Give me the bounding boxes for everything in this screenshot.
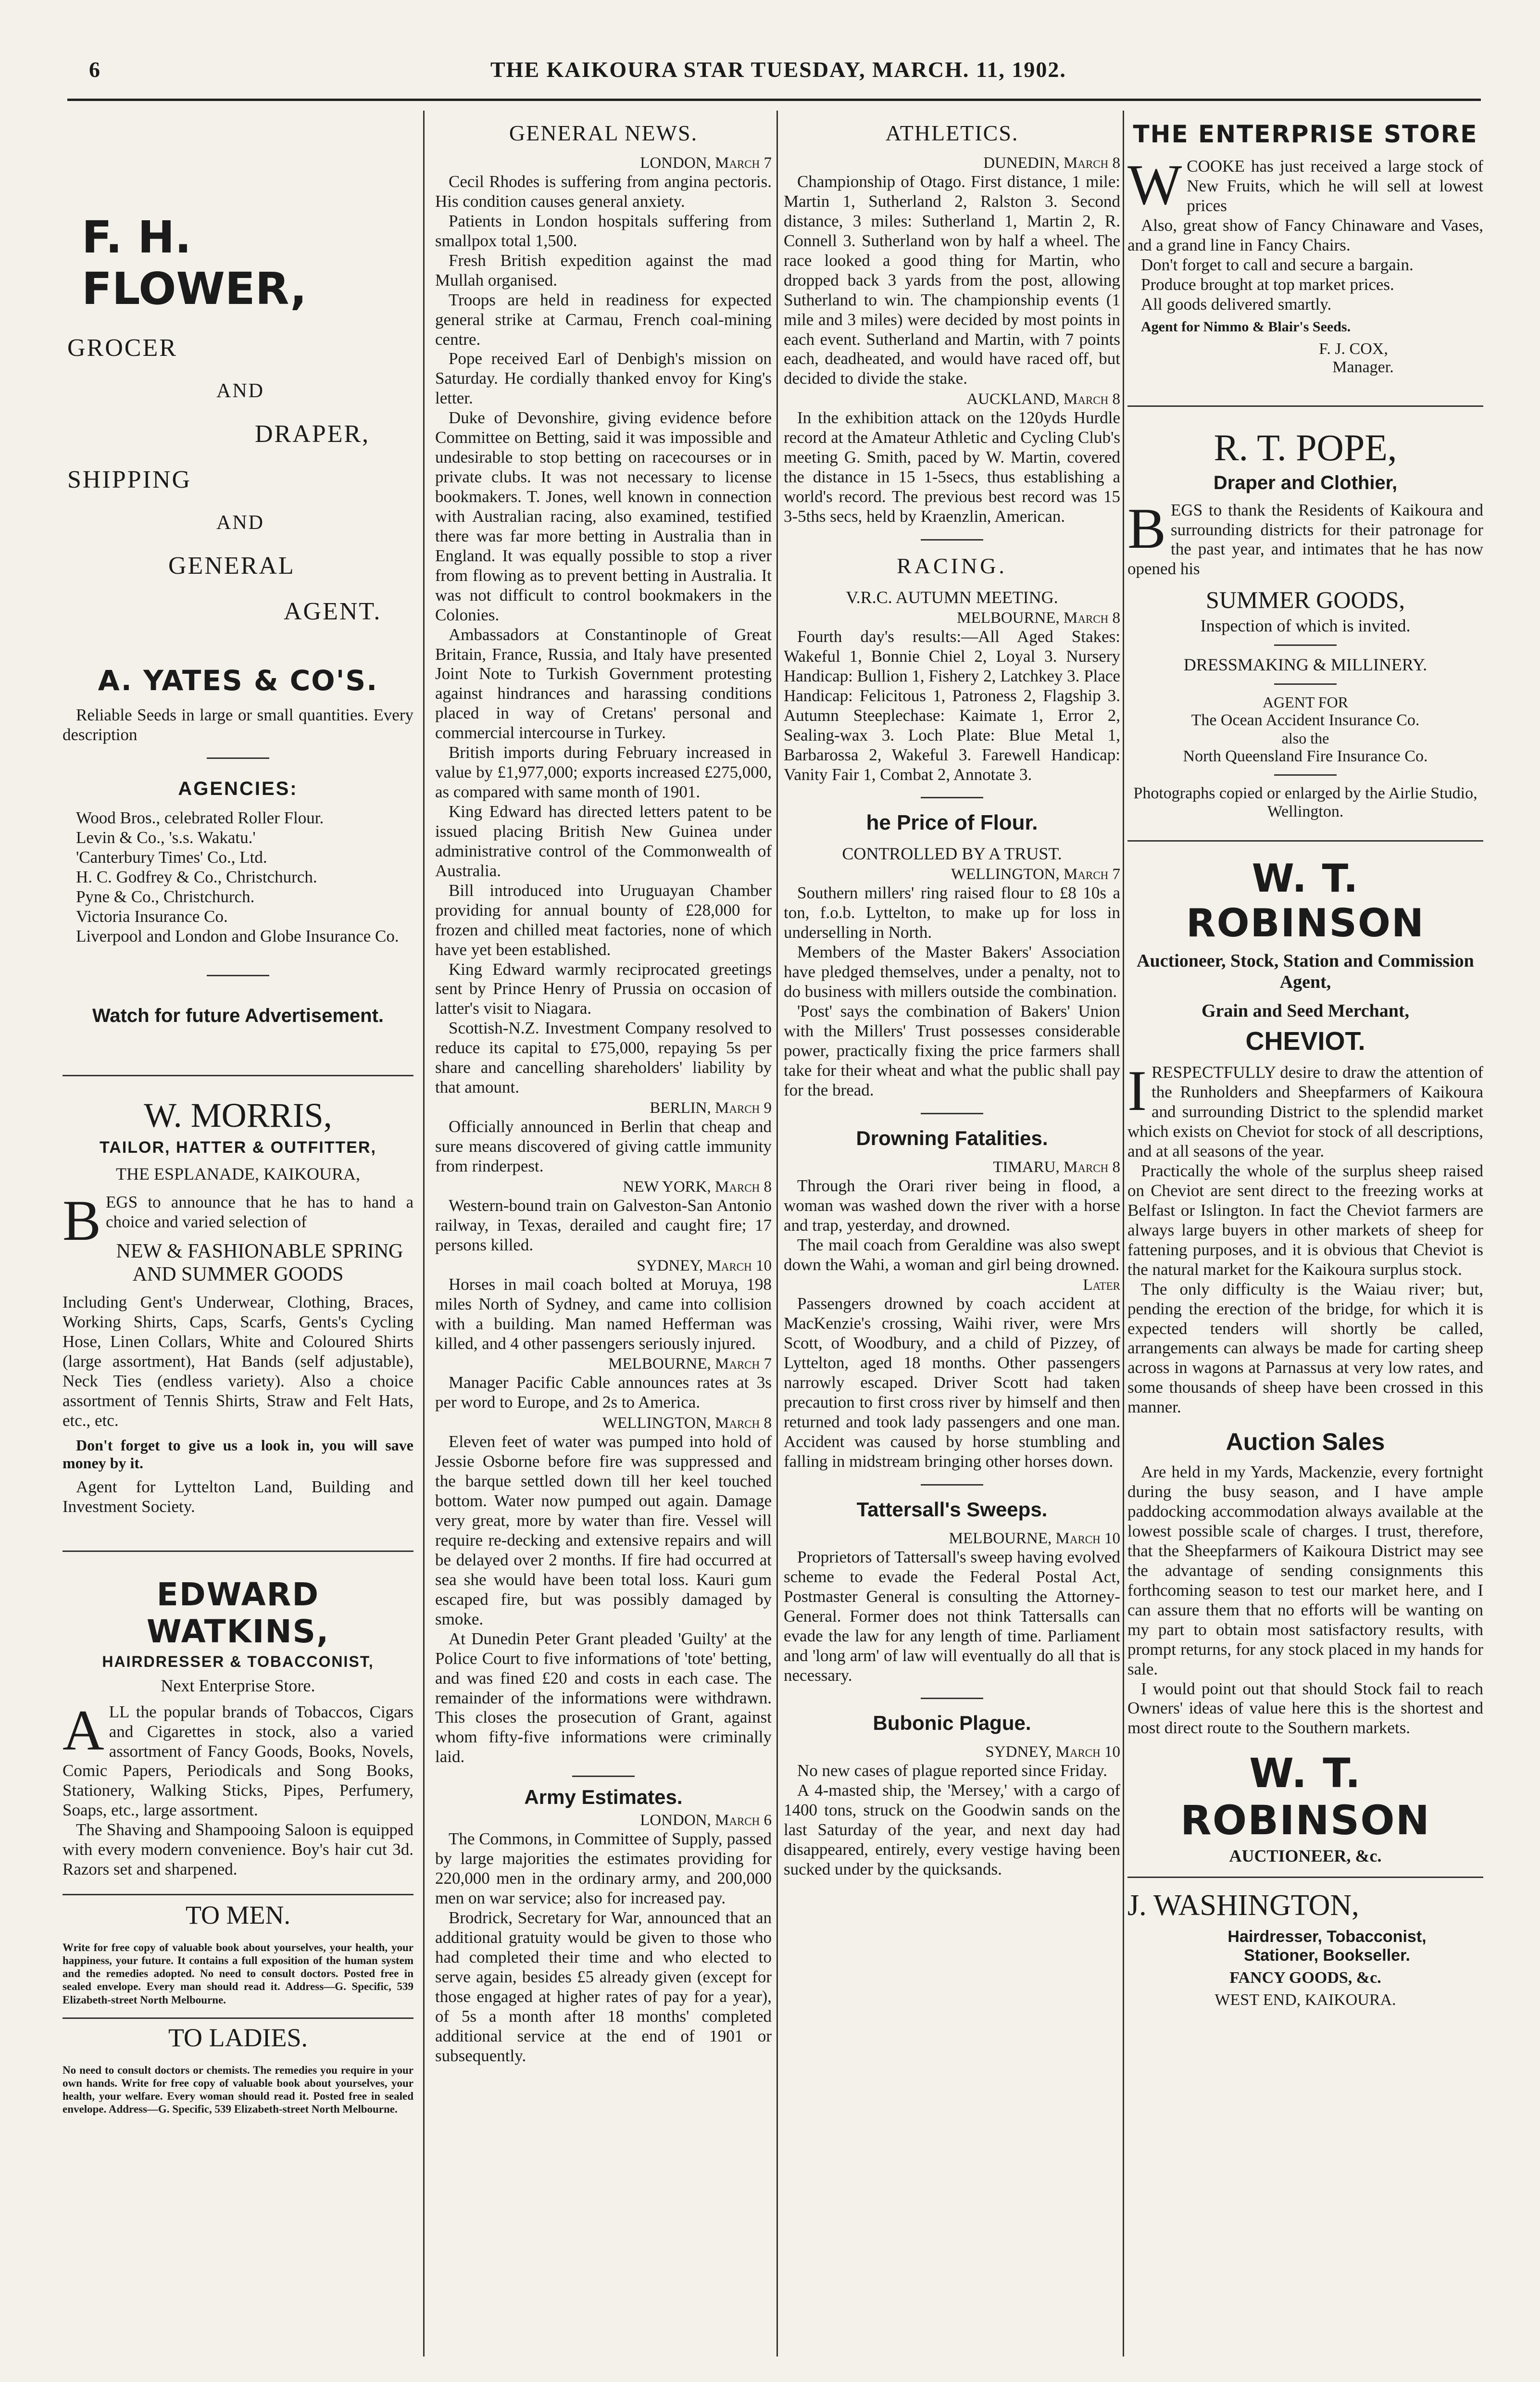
news-item: Eleven feet of water was pumped into hold of Jessie Osborne before fire was suppressed and the barque settled down till her keel touched bottom. Water now pumped out again. Damage very great, more by water than fire. Vessel will require re-decking and extensive repairs and will be delayed over 2 months. If fire had occurred at sea she would have been total loss. Kauri gum escaped fire, but was possibly damaged by smoke. <box>435 1432 772 1628</box>
robinson-text: Are held in my Yards, Mackenzie, every fortnight during the busy season, and I have ample paddocking accommodation always available at the lowest possible scale of charges. I trust, therefore, that the Sheepfarmers of Kaikoura District may see the advantage of sending consignments this forthcoming season to test our market here, and I can assure them that no efforts will be wanting on my part to obtain most satisfactory results, with prompt returns, for any stock placed in my hands for sale. <box>1127 1462 1483 1678</box>
morris-intro: BEGS to announce that he has to hand a choice and varied selection of <box>63 1188 413 1253</box>
agency-item: Victoria Insurance Co. <box>76 907 228 926</box>
divider <box>921 1484 983 1486</box>
racing-text: Fourth day's results:—All Aged Stakes: Wakeful 1, Bonnie Chiel 2, Loyal 3. Nursery Handicap: Bullion 1, Fishery 2, Latchkey 3. Place Handicap: Felicitous 1, Patroness 2, Flagship 3. Autumn Steeplechase: Kaimate 1, Error 2, Sealing-wax 3. Loch Plate: Blue Metal 1, Barbarossa 2, Wakeful 3. Farewell Handicap: Vanity Fair 1, Combat 2, Annotate 3. <box>784 627 1120 784</box>
yates-title: A. YATES & CO'S. <box>98 664 378 697</box>
enterprise-text: WCOOKE has just received a large stock of New Fruits, which he will sell at lowest prices <box>1127 152 1483 216</box>
racing-sub: V.R.C. AUTUMN MEETING. <box>846 587 1058 607</box>
divider <box>1127 840 1483 842</box>
athletics-text: In the exhibition attack on the 120yds Hurdle record at the Amateur Athletic and Cycling Club's meeting G. Smith, paced by W. Martin, covered the distance in 15 1-5secs, thus establishing a world's record. The previous best record was 15 3-5ths secs, held by Kraenzlin, American. <box>784 408 1120 526</box>
army-heading: Army Estimates. <box>524 1786 683 1809</box>
robinson-trade: Auctioneer, Stock, Station and Commission Agent, <box>1137 951 1474 993</box>
news-item: Horses in mail coach bolted at Moruya, 198 miles North of Sydney, and came into collision with a building. Man named Hefferman was killed, and 4 other passengers seriously injured. <box>435 1274 772 1353</box>
army-text: Brodrick, Secretary for War, announced that an additional gratuity would be given to those who had completed their time and who elected to serve again, besides £5 already given (except for those engaged at higher rates of pay for a year), of 5s a month after 18 months' completed additional service at the end of 1901 or subsequently. <box>435 1908 772 2065</box>
enterprise-heading: THE ENTERPRISE STORE <box>1133 120 1478 148</box>
news-item: Ambassadors at Constantinople of Great Britain, France, Russia, and Italy have presented Joint Note to Turkish Government protesting against hindrances and harassing conditions placed in way of Cretans' personal and commercial intercourse in Turkey. <box>435 625 772 743</box>
divider <box>921 1698 983 1699</box>
pope-trade: Draper and Clothier, <box>1213 472 1398 493</box>
divider <box>921 539 983 541</box>
news-item: Troops are held in readiness for expected general strike at Carmau, French coal-mining centre. <box>435 290 772 349</box>
news-item: Manager Pacific Cable announces rates at 3s per word to Europe, and 2s to America. <box>435 1373 772 1412</box>
flower-line: GENERAL <box>168 552 295 580</box>
washington-line: Hairdresser, Tobacconist, <box>1227 1928 1427 1946</box>
morris-goods-2: AND SUMMER GOODS <box>132 1263 344 1286</box>
morris-trade: TAILOR, HATTER & OUTFITTER, <box>100 1138 376 1157</box>
enterprise-text: All goods delivered smartly. <box>1141 294 1332 314</box>
pope-ocean: The Ocean Accident Insurance Co. <box>1191 711 1420 730</box>
dateline: AUCKLAND, March 8 <box>966 391 1120 408</box>
column-rule-2 <box>776 111 778 2357</box>
agencies-title: AGENCIES: <box>178 778 298 799</box>
news-item: At Dunedin Peter Grant pleaded 'Guilty' at the Police Court to five informations of 'tote' betting, and was fined £20 and costs in each case. The remainder of the informations were withdrawn. This closes the prosecution of Grant, against whom fifty-five informations were criminally laid. <box>435 1629 772 1766</box>
pope-also: also the <box>1281 730 1329 747</box>
dateline: SYDNEY, March 10 <box>985 1743 1120 1761</box>
dateline: WELLINGTON, March 8 <box>602 1414 772 1432</box>
flower-line: AND <box>216 512 264 534</box>
column-advertisements-left <box>63 120 413 2348</box>
enterprise-manager: Manager. <box>1332 358 1394 376</box>
racing-heading: RACING. <box>897 553 1007 578</box>
flour-text: 'Post' says the combination of Bakers' Union with the Millers' Trust possesses considerable power, practically fixing the price farmers shall take for their wheat and what the public shall pay for the bread. <box>784 1002 1120 1099</box>
flower-line: AGENT. <box>284 598 382 625</box>
news-item: Scottish-N.Z. Investment Company resolved to reduce its capital to £75,000, repaying 5s per share and cancelling shareholders' liability by that amount. <box>435 1019 772 1097</box>
watkins-trade: HAIRDRESSER & TOBACCONIST, <box>102 1652 374 1670</box>
news-item: Duke of Devonshire, giving evidence before Committee on Betting, said it was impossible and undesirable to stop betting on racecourses or in private clubs. It was not necessary to license bookmakers. T. Jones, well known in connection with Australian racing, also examined, testified there was far more betting in Australia than in England. It was equally possible to stop a river from flowing as to prevent betting in Australia. It was not difficult to control bookmakers in the Colonies. <box>435 408 772 624</box>
general-news-heading: GENERAL NEWS. <box>509 121 698 145</box>
flour-heading: he Price of Flour. <box>866 811 1038 835</box>
dateline: Later <box>1083 1276 1120 1294</box>
enterprise-signature: F. J. COX, <box>1319 340 1388 358</box>
news-item: Bill introduced into Uruguayan Chamber providing for annual bounty of £28,000 for frozen and chilled meat factories, none of which have yet been established. <box>435 881 772 959</box>
robinson-place: CHEVIOT. <box>1245 1027 1365 1056</box>
plague-text: No new cases of plague reported since Friday. <box>797 1761 1108 1780</box>
agency-item: Levin & Co., 's.s. Wakatu.' <box>76 828 256 847</box>
enterprise-text: Produce brought at top market prices. <box>1141 275 1394 294</box>
morris-note: Don't forget to give us a look in, you will save money by it. <box>63 1436 413 1472</box>
flower-line: GROCER <box>67 334 177 362</box>
to-ladies-title: TO LADIES. <box>168 2023 308 2052</box>
watkins-body: ALL the popular brands of Tobaccos, Cigars and Cigarettes in stock, also a varied assortment of Fancy Goods, Books, Novels, Comic Papers, Periodicals and Song Books, Stationery, Walking Sticks, Pipes, Perfumery, Soaps, etc., large assortment. <box>63 1698 413 1820</box>
pope-nq: North Queensland Fire Insurance Co. <box>1183 747 1428 766</box>
dateline: NEW YORK, March 8 <box>623 1178 772 1196</box>
drowning-heading: Drowning Fatalities. <box>856 1126 1048 1149</box>
divider <box>1274 774 1337 776</box>
news-item: British imports during February increased in value by £1,977,000; exports increased £275,000, as compared with same month of 1901. <box>435 743 772 802</box>
athletics-text: Championship of Otago. First distance, 1 mile: Martin 1, Sutherland 2, Ralston 3. Second distance, 3 miles: Sutherland 1, Martin 2, R. Connell 3. Sutherland won by half a wheel. The race looked a good thing for Martin, who dropped back 3 yards from the post, allowing Sutherland to win. The championship events (1 mile and 3 miles) were decided by most points in each event. Sutherland and Martin, with 7 points each, deadheated, and would have raced off, but decided to divide the stake. <box>784 172 1120 388</box>
watkins-body-2: The Shaving and Shampooing Saloon is equipped with every modern convenience. Boy's hair cut 3d. Razors set and sharpened. <box>63 1820 413 1879</box>
washington-line: FANCY GOODS, &c. <box>1229 1969 1381 1987</box>
robinson-signature: AUCTIONEER, &c. <box>1229 1846 1382 1866</box>
watkins-store: Next Enterprise Store. <box>161 1676 315 1695</box>
robinson-text: IRESPECTFULLY desire to draw the attention of the Runholders and Sheepfarmers of Kaikoura and surrounding District to the splendid market which exists on Cheviot for stock of all descriptions, and at all seasons of the year. <box>1127 1059 1483 1161</box>
flower-line: SHIPPING <box>67 466 192 493</box>
flower-ad-name: F. H. FLOWER, <box>82 212 307 315</box>
plague-text: A 4-masted ship, the 'Mersey,' with a cargo of 1400 tons, struck on the Goodwin sands on the last Saturday of the year, and next day had disappeared, entirely, every vestige having been sucked under by the quicksands. <box>784 1781 1120 1879</box>
pope-agent-for: AGENT FOR <box>1262 693 1349 711</box>
to-men-title: TO MEN. <box>185 1901 290 1930</box>
divider <box>921 797 983 798</box>
drowning-text: Passengers drowned by coach accident at MacKenzie's crossing, Waihi river, were Mrs Scott, of Woodbury, and a child of Pizzey, of Lyttelton, aged 18 months. Other passengers narrowly escaped. Driver Scott had taken precaution to first cross river by himself and then returned and took lady passengers and one man. Accident was caused by horse stumbling and falling in midstream bringing other horses down. <box>784 1294 1120 1471</box>
dateline: TIMARU, March 8 <box>993 1158 1120 1176</box>
dateline: DUNEDIN, March 8 <box>983 154 1120 172</box>
divider <box>1274 683 1337 685</box>
to-ladies-text: No need to consult doctors or chemists. The remedies you require in your own hands. Write for free copy of valuable book about yourselves, your health, your welfare. Every woman should read it. Posted free in sealed envelope. Address—G. Specific, 539 Elizabeth-street North Melbourne. <box>63 2064 413 2116</box>
dateline: SYDNEY, March 10 <box>637 1257 772 1274</box>
column-sport-news <box>784 120 1120 2348</box>
army-text: The Commons, in Committee of Supply, passed by large majorities the estimates providing for 220,000 men in the ordinary army, and 200,000 men on war service; also for increased pay. <box>435 1829 772 1908</box>
column-rule-1 <box>423 111 425 2357</box>
divider <box>1127 405 1483 407</box>
dateline: MELBOURNE, March 7 <box>608 1355 772 1373</box>
agencies-footer: Watch for future Advertisement. <box>92 1005 384 1027</box>
column-rule-3 <box>1123 111 1124 2357</box>
divider <box>572 1776 635 1777</box>
flour-text: Members of the Master Bakers' Association have pledged themselves, under a penalty, not to do business with millers outside the combination. <box>784 943 1120 1001</box>
athletics-heading: ATHLETICS. <box>885 121 1019 145</box>
dateline: MELBOURNE, March 10 <box>949 1529 1120 1547</box>
washington-name: J. WASHINGTON, <box>1127 1889 1359 1922</box>
drowning-text: The mail coach from Geraldine was also swept down the Wahi, a woman and girl being drowned. <box>784 1235 1120 1274</box>
agency-item: 'Canterbury Times' Co., Ltd. <box>76 847 267 867</box>
flour-sub: CONTROLLED BY A TRUST. <box>842 844 1062 864</box>
news-item: Cecil Rhodes is suffering from angina pectoris. His condition causes general anxiety. <box>435 172 772 211</box>
pope-text: BEGS to thank the Residents of Kaikoura and surrounding districts for their patronage for the past year, and intimates that he has now opened his <box>1127 496 1483 579</box>
robinson-text: I would point out that should Stock fail to reach Owners' ideas of value here this is the shortest and most direct route to the Southern markets. <box>1127 1679 1483 1738</box>
agency-item: Wood Bros., celebrated Roller Flour. <box>76 808 324 827</box>
washington-line: WEST END, KAIKOURA. <box>1214 1991 1396 2009</box>
flour-text: Southern millers' ring raised flour to £8 10s a ton, f.o.b. Lyttelton, to make up for loss in underselling in North. <box>784 883 1120 942</box>
divider <box>63 1894 413 1895</box>
dateline: BERLIN, March 9 <box>650 1099 772 1117</box>
flower-line: AND <box>216 380 264 402</box>
divider <box>63 1550 413 1552</box>
dateline: MELBOURNE, March 8 <box>957 609 1120 627</box>
divider <box>207 975 269 976</box>
pope-dress: DRESSMAKING & MILLINERY. <box>1183 655 1427 675</box>
morris-agent: Agent for Lyttelton Land, Building and Investment Society. <box>63 1477 413 1516</box>
divider <box>63 1075 413 1076</box>
news-item: Pope received Earl of Denbigh's mission on Saturday. He cordially thanked envoy for King's letter. <box>435 349 772 408</box>
flower-line: DRAPER, <box>255 420 370 448</box>
news-item: Western-bound train on Galveston-San Antonio railway, in Texas, derailed and caught fire; 17 persons killed. <box>435 1196 772 1254</box>
news-item: Fresh British expedition against the mad Mullah organised. <box>435 251 772 290</box>
morris-body: Including Gent's Underwear, Clothing, Braces, Working Shirts, Caps, Scarfs, Gents's Cycling Hose, Linen Collars, White and Coloured Shirts (large assortment), Hat Bands (self adjustable), Neck Ties (endless variety). Also a choice assortment of Tennis Shirts, Straw and Felt Hats, etc., etc. <box>63 1293 413 1430</box>
robinson-name: W. T. ROBINSON <box>1186 856 1425 946</box>
morris-goods-1: NEW & FASHIONABLE SPRING <box>116 1240 403 1263</box>
agency-item: Pyne & Co., Christchurch. <box>76 887 255 906</box>
yates-text: Reliable Seeds in large or small quantities. Every description <box>63 706 413 744</box>
robinson-text: Practically the whole of the surplus sheep raised on Cheviot are sent direct to the freezing works at Belfast or Islington. In fact the Cheviot farmers are always large buyers in other markets of sheep for fattening purposes, and it is obvious that Cheviot is the natural market for the Kaikoura surplus stock. <box>1127 1161 1483 1279</box>
page-number: 6 <box>89 57 101 82</box>
news-item: King Edward warmly reciprocated greetings sent by Prince Henry of Prussia on occasion of latter's visit to Niagara. <box>435 959 772 1018</box>
robinson-name-2: W. T. ROBINSON <box>1180 1750 1430 1844</box>
morris-name: W. MORRIS, <box>144 1096 332 1135</box>
divider <box>63 2017 413 2019</box>
watkins-name: EDWARD WATKINS, <box>146 1575 330 1650</box>
pope-summer: SUMMER GOODS, <box>1206 586 1405 614</box>
divider <box>1274 644 1337 646</box>
newspaper-title: THE KAIKOURA STAR TUESDAY, MARCH. 11, 1902. <box>490 57 1066 82</box>
pope-name: R. T. POPE, <box>1214 426 1397 468</box>
robinson-text: The only difficulty is the Waiau river; but, pending the erection of the bridge, for which it is expected tenders will shortly be called, arrangements can always be made for carting sheep across in wagons at Parnassus at very low rates, and some thousands of sheep have been crossed in this manner. <box>1127 1279 1483 1417</box>
column-advertisements-right <box>1127 120 1483 2348</box>
news-item: Patients in London hospitals suffering from smallpox total 1,500. <box>435 211 772 250</box>
enterprise-text: Don't forget to call and secure a bargain. <box>1141 255 1414 274</box>
dateline: WELLINGTON, March 7 <box>951 866 1120 883</box>
robinson-grain: Grain and Seed Merchant, <box>1201 1001 1410 1021</box>
enterprise-agent: Agent for Nimmo & Blair's Seeds. <box>1141 318 1351 335</box>
enterprise-text: Also, great show of Fancy Chinaware and Vases, and a grand line in Fancy Chairs. <box>1127 215 1483 254</box>
news-item: King Edward has directed letters patent to be issued placing British New Guinea under administrative control of the Commonwealth of Australia. <box>435 802 772 880</box>
agency-item: Liverpool and London and Globe Insurance Co. <box>76 926 399 945</box>
news-item: Officially announced in Berlin that cheap and sure means discovered of giving cattle immunity from rinderpest. <box>435 1117 772 1175</box>
tattersall-heading: Tattersall's Sweeps. <box>856 1498 1048 1521</box>
divider <box>207 757 269 759</box>
dateline: LONDON, March 6 <box>640 1812 772 1829</box>
plague-heading: Bubonic Plague. <box>873 1712 1031 1735</box>
divider <box>921 1113 983 1114</box>
tattersall-text: Proprietors of Tattersall's sweep having evolved scheme to evade the Federal Postal Act, Postmaster General is consulting the Attorney-General. Former does not think Tattersalls can evade the law for any length of time. Parliament and 'long arm' of law will eventually do all that is necessary. <box>784 1547 1120 1685</box>
column-general-news <box>435 120 772 2348</box>
washington-line: Stationer, Bookseller. <box>1244 1946 1410 1965</box>
to-men-text: Write for free copy of valuable book about yourselves, your health, your happiness, your future. It contains a full exposition of the human system and the remedies adopted. No need to consult doctors. Posted free in sealed envelope. Every man should read it. Address—G. Specific, 539 Elizabeth-street North Melbourne. <box>63 1941 413 2006</box>
masthead-rule <box>67 99 1481 101</box>
agency-item: H. C. Godfrey & Co., Christchurch. <box>76 867 317 886</box>
morris-address: THE ESPLANADE, KAIKOURA, <box>116 1164 360 1184</box>
robinson-auction: Auction Sales <box>1226 1428 1385 1456</box>
drowning-text: Through the Orari river being in flood, a woman was washed down the river with a horse and trap, yesterday, and drowned. <box>784 1176 1120 1235</box>
divider <box>1127 1877 1483 1878</box>
masthead <box>72 57 1466 90</box>
pope-inspect: Inspection of which is invited. <box>1200 616 1411 636</box>
dateline: LONDON, March 7 <box>640 154 772 172</box>
pope-photos: Photographs copied or enlarged by the Airlie Studio, Wellington. <box>1133 784 1477 821</box>
